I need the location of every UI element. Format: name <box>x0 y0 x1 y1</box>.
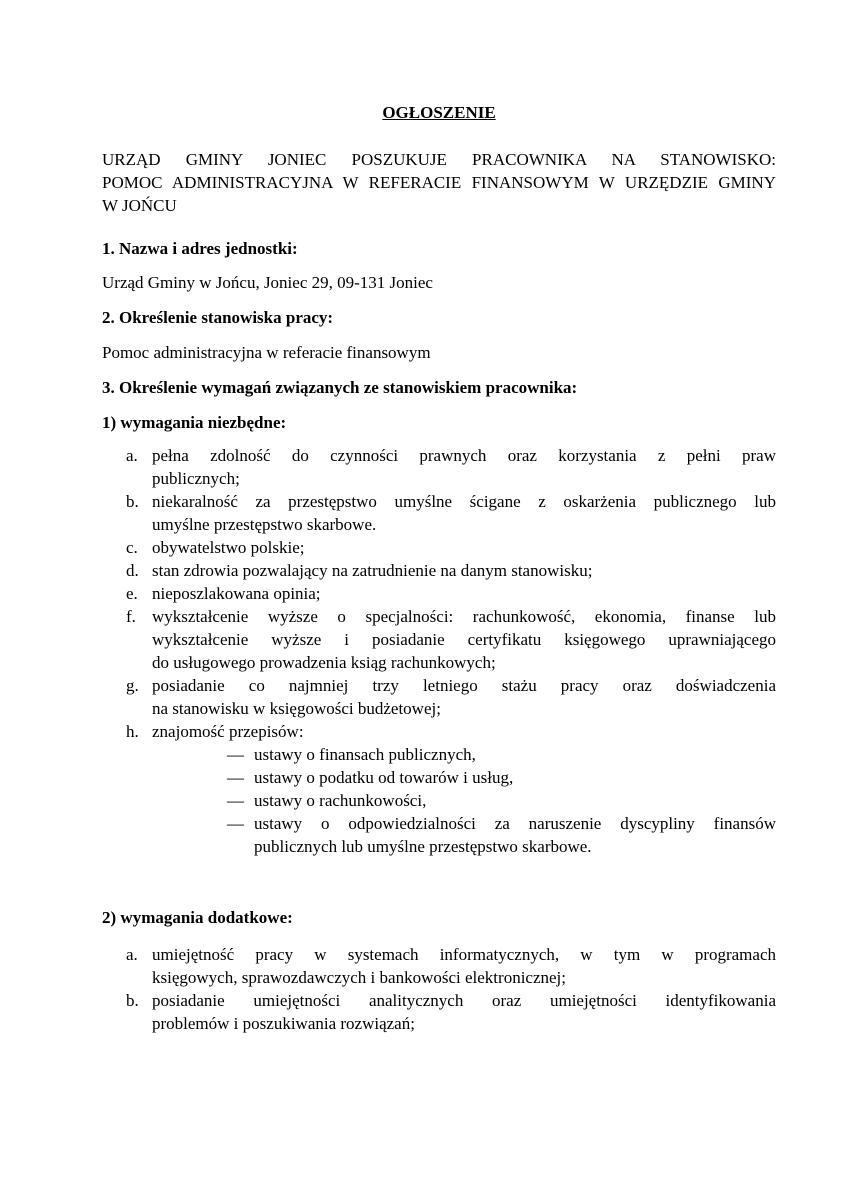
list-marker: a. <box>126 446 138 465</box>
list-marker: d. <box>126 561 139 580</box>
list-marker: f. <box>126 607 136 626</box>
law-item-line: ustawy o podatku od towarów i usług, <box>254 768 514 787</box>
intro-paragraph <box>102 148 776 217</box>
list-item-line: obywatelstwo polskie; <box>152 538 305 557</box>
intro-line: W JOŃCU <box>102 196 177 215</box>
section-1-heading: 1. Nazwa i adres jednostki: <box>102 239 298 258</box>
list-item-line: znajomość przepisów: <box>152 722 304 741</box>
list-item-line: posiadanie co najmniej trzy letniego stażu pracy oraz doświadczenia <box>152 676 776 695</box>
dash-marker: — <box>227 791 244 810</box>
list-item <box>102 720 776 743</box>
law-item <box>227 789 776 812</box>
list-item-line: problemów i poszukiwania rozwiązań; <box>152 1014 415 1033</box>
list-marker: h. <box>126 722 139 741</box>
list-item <box>102 536 776 559</box>
list-item <box>102 582 776 605</box>
law-item <box>227 743 776 766</box>
law-item-line: ustawy o odpowiedzialności za naruszenie dyscypliny finansów <box>254 814 776 833</box>
page-title: OGŁOSZENIE <box>382 103 496 122</box>
law-item <box>227 812 776 858</box>
section-3-heading: 3. Określenie wymagań związanych ze stanowiskiem pracownika: <box>102 378 578 397</box>
list-item-line: niekaralność za przestępstwo umyślne ścigane z oskarżenia publicznego lub <box>152 492 776 511</box>
required-list <box>102 444 776 743</box>
list-marker: g. <box>126 676 139 695</box>
list-item <box>102 444 776 490</box>
law-item-line: ustawy o rachunkowości, <box>254 791 427 810</box>
list-item <box>102 674 776 720</box>
laws-list <box>227 743 776 858</box>
additional-heading: 2) wymagania dodatkowe: <box>102 908 293 927</box>
law-item <box>227 766 776 789</box>
list-marker: c. <box>126 538 138 557</box>
list-marker: b. <box>126 991 139 1010</box>
law-item-line: ustawy o finansach publicznych, <box>254 745 476 764</box>
dash-marker: — <box>227 745 244 764</box>
list-item-line: księgowych, sprawozdawczych i bankowości elektronicznej; <box>152 968 566 987</box>
list-item-line: posiadanie umiejętności analitycznych oraz umiejętności identyfikowania <box>152 991 776 1010</box>
list-item <box>102 559 776 582</box>
list-item-line: umyślne przestępstwo skarbowe. <box>152 515 377 534</box>
list-item-line: wykształcenie wyższe i posiadanie certyfikatu księgowego uprawniającego <box>152 630 776 649</box>
section-2-heading: 2. Określenie stanowiska pracy: <box>102 308 334 327</box>
additional-list <box>102 943 776 1035</box>
intro-line: URZĄD GMINY JONIEC POSZUKUJE PRACOWNIKA NA STANOWISKO: <box>102 150 776 169</box>
list-marker: a. <box>126 945 138 964</box>
list-item <box>102 943 776 989</box>
law-item-line: publicznych lub umyślne przestępstwo skarbowe. <box>254 837 592 856</box>
list-item <box>102 490 776 536</box>
list-item-line: nieposzlakowana opinia; <box>152 584 321 603</box>
list-item-line: stan zdrowia pozwalający na zatrudnienie na danym stanowisku; <box>152 561 593 580</box>
list-item-line: do usługowego prowadzenia ksiąg rachunkowych; <box>152 653 496 672</box>
dash-marker: — <box>227 814 244 833</box>
list-item-line: wykształcenie wyższe o specjalności: rachunkowość, ekonomia, finanse lub <box>152 607 776 626</box>
list-item <box>102 989 776 1035</box>
section-2-text: Pomoc administracyjna w referacie finansowym <box>102 343 431 362</box>
list-item <box>102 605 776 674</box>
dash-marker: — <box>227 768 244 787</box>
list-item-line: publicznych; <box>152 469 240 488</box>
list-marker: b. <box>126 492 139 511</box>
list-item-line: umiejętność pracy w systemach informatycznych, w tym w programach <box>152 945 776 964</box>
intro-line: POMOC ADMINISTRACYJNA W REFERACIE FINANSOWYM W URZĘDZIE GMINY <box>102 173 776 192</box>
list-item-line: na stanowisku w księgowości budżetowej; <box>152 699 441 718</box>
list-marker: e. <box>126 584 138 603</box>
section-1-text: Urząd Gminy w Jońcu, Joniec 29, 09-131 Joniec <box>102 273 433 292</box>
required-heading: 1) wymagania niezbędne: <box>102 413 287 432</box>
list-item-line: pełna zdolność do czynności prawnych oraz korzystania z pełni praw <box>152 446 776 465</box>
